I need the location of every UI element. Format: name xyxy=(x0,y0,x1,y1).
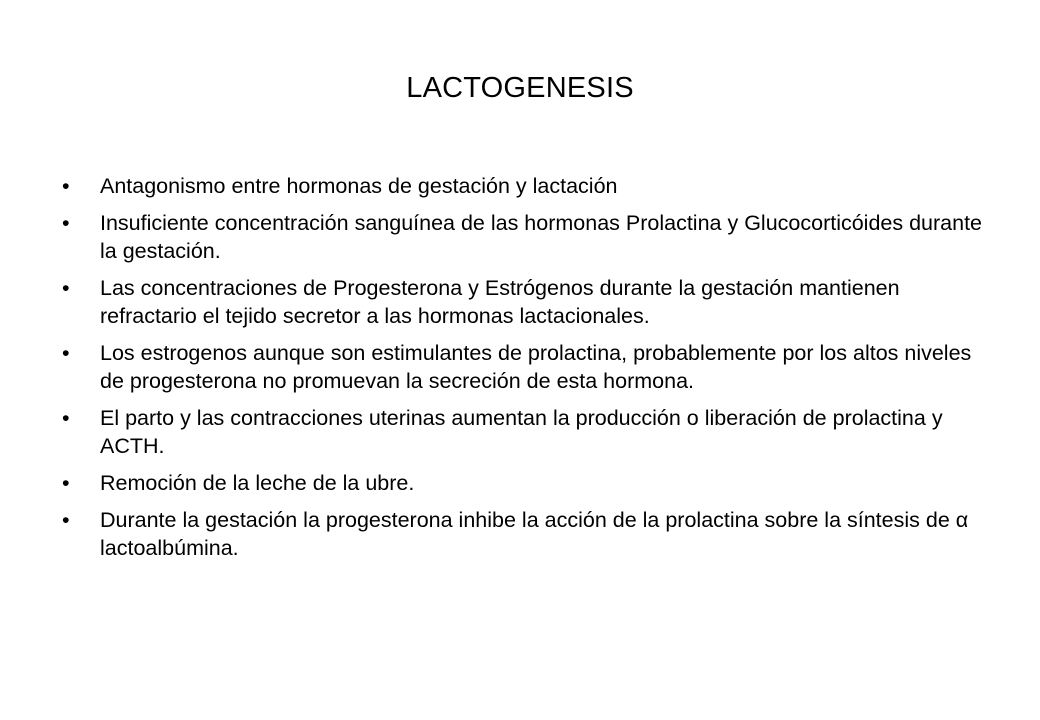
bullet-dot-icon: • xyxy=(62,471,70,495)
bullet-item xyxy=(62,274,982,330)
bullet-text: Remoción de la leche de la ubre. xyxy=(100,471,415,495)
bullet-item xyxy=(62,339,982,395)
bullet-dot-icon: • xyxy=(62,406,70,430)
bullet-item xyxy=(62,209,982,265)
bullet-list xyxy=(62,172,982,571)
bullet-dot-icon: • xyxy=(62,341,70,365)
bullet-text: Antagonismo entre hormonas de gestación y lactación xyxy=(100,174,618,198)
bullet-text: Los estrogenos aunque son estimulantes de prolactina, probablemente por los altos niveles de progesterona no promuevan la secreción de esta hormona. xyxy=(100,341,972,393)
bullet-dot-icon: • xyxy=(62,276,70,300)
bullet-dot-icon: • xyxy=(62,174,70,198)
bullet-dot-icon: • xyxy=(62,508,70,532)
bullet-dot-icon: • xyxy=(62,211,70,235)
bullet-item xyxy=(62,404,982,460)
bullet-item xyxy=(62,506,982,562)
bullet-text: Durante la gestación la progesterona inhibe la acción de la prolactina sobre la síntesis de α lactoalbúmina. xyxy=(100,508,969,560)
bullet-item xyxy=(62,469,982,497)
bullet-text: El parto y las contracciones uterinas aumentan la producción o liberación de prolactina y ACTH. xyxy=(100,406,943,458)
bullet-text: Insuficiente concentración sanguínea de las hormonas Prolactina y Glucocorticóides durante la gestación. xyxy=(100,211,983,263)
bullet-item xyxy=(62,172,982,200)
slide-title: LACTOGENESIS xyxy=(406,72,634,104)
bullet-text: Las concentraciones de Progesterona y Estrógenos durante la gestación mantienen refractario el tejido secretor a las hormonas lactacionales. xyxy=(100,276,900,328)
